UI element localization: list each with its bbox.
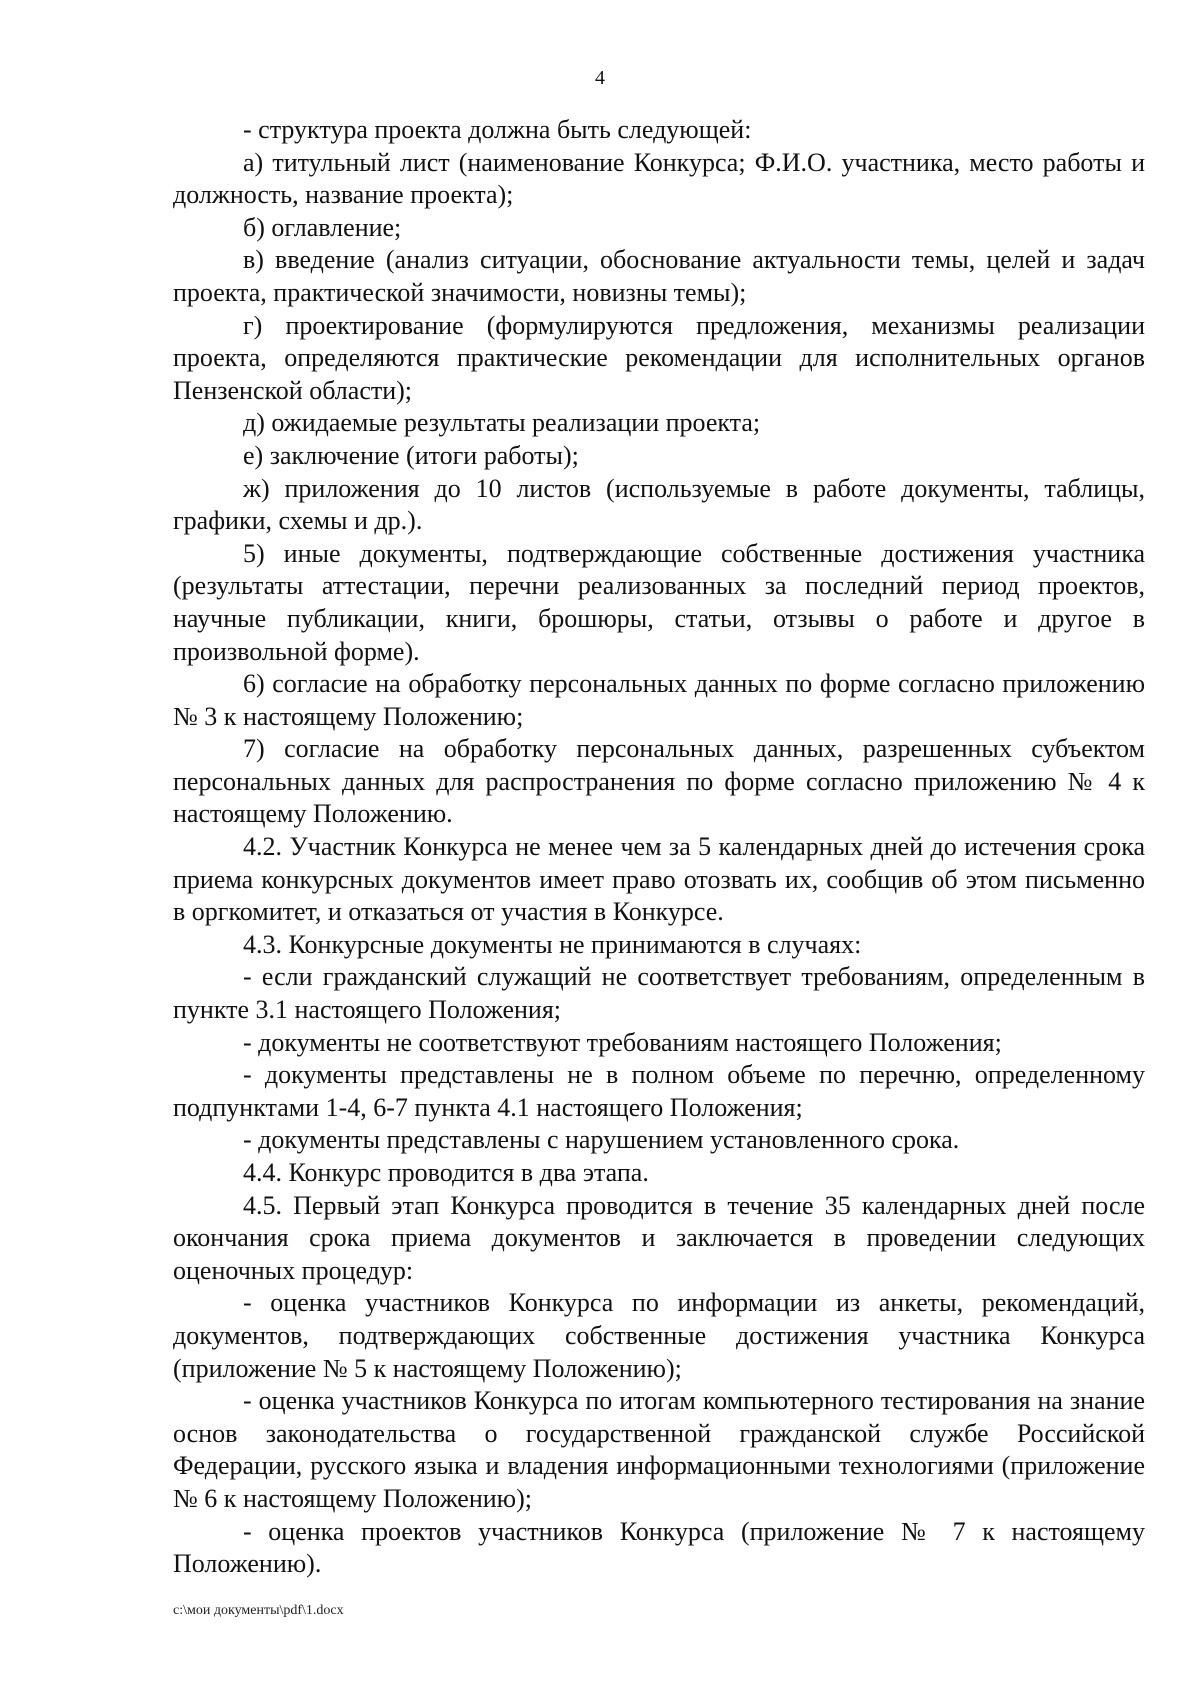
page-number: 4 bbox=[595, 67, 605, 89]
paragraph-assessment-3: - оценка проектов участников Конкурса (приложение № 7 к настоящему Положению). bbox=[173, 1516, 1145, 1579]
paragraph-4-5: 4.5. Первый этап Конкурса проводится в течение 35 календарных дней после окончания срока приема документов и заключается в проведении следующих оценочных процедур: bbox=[173, 1190, 1145, 1285]
paragraph-conclusion: е) заключение (итоги работы); bbox=[243, 440, 579, 470]
paragraph-assessment-1: - оценка участников Конкурса по информации из анкеты, рекомендаций, документов, подтверждающих собственные достижения участника Конкурса (приложение № 5 к настоящему Положению); bbox=[173, 1288, 1145, 1383]
paragraph-4-3: 4.3. Конкурсные документы не принимаются в случаях: bbox=[243, 929, 862, 959]
paragraph-expected-results: д) ожидаемые результаты реализации проекта; bbox=[243, 408, 761, 438]
paragraph-item-7: 7) согласие на обработку персональных данных, разрешенных субъектом персональных данных для распространения по форме согласно приложению № 4 к настоящему Положению. bbox=[173, 734, 1145, 829]
paragraph-4-4: 4.4. Конкурс проводится в два этапа. bbox=[243, 1158, 649, 1187]
paragraph-item-5: 5) иные документы, подтверждающие собственные достижения участника (результаты аттестации, перечни реализованных за последний период проектов, научные публикации, книги, брошюры, статьи, отзывы о работе и другое в произвольной форме). bbox=[173, 538, 1145, 666]
paragraph-rejection-1: - если гражданский служащий не соответствует требованиям, определенным в пункте 3.1 настоящего Положения; bbox=[173, 962, 1145, 1025]
paragraph-rejection-3: - документы представлены не в полном объеме по перечню, определенному подпунктами 1-4, 6-7 пункта 4.1 настоящего Положения; bbox=[173, 1060, 1145, 1122]
file-path-footer: c:\мои документы\pdf\1.docx bbox=[173, 1603, 344, 1618]
paragraph-assessment-2: - оценка участников Конкурса по итогам компьютерного тестирования на знание основ законодательства о государственной гражданской службе Российской Федерации, русского языка и владения информационными технологиями (приложение № 6 к настоящему Положению); bbox=[173, 1386, 1145, 1513]
document-body bbox=[173, 114, 1145, 1581]
paragraph-contents: б) оглавление; bbox=[243, 212, 402, 242]
paragraph-rejection-2: - документы не соответствуют требованиям настоящего Положения; bbox=[243, 1027, 1002, 1057]
paragraph-item-6: 6) согласие на обработку персональных данных по форме согласно приложению № 3 к настоящему Положению; bbox=[173, 669, 1145, 731]
paragraph-introduction: в) введение (анализ ситуации, обоснование актуальности темы, целей и задач проекта, практической значимости, новизны темы); bbox=[173, 245, 1145, 307]
paragraph-project-structure: - структура проекта должна быть следующей: bbox=[243, 115, 752, 144]
paragraph-title-page: а) титульный лист (наименование Конкурса; Ф.И.О. участника, место работы и должность, название проекта); bbox=[173, 147, 1145, 210]
paragraph-rejection-4: - документы представлены с нарушением установленного срока. bbox=[243, 1125, 960, 1155]
paragraph-design: г) проектирование (формулируются предложения, механизмы реализации проекта, определяются практические рекомендации для исполнительных органов Пензенской области); bbox=[173, 310, 1145, 405]
paragraph-4-2: 4.2. Участник Конкурса не менее чем за 5 календарных дней до истечения срока приема конкурсных документов имеет право отозвать их, сообщив об этом письменно в оргкомитет, и отказаться от участия в Конкурсе. bbox=[173, 832, 1145, 927]
paragraph-appendices: ж) приложения до 10 листов (используемые в работе документы, таблицы, графики, схемы и др.). bbox=[173, 473, 1145, 536]
